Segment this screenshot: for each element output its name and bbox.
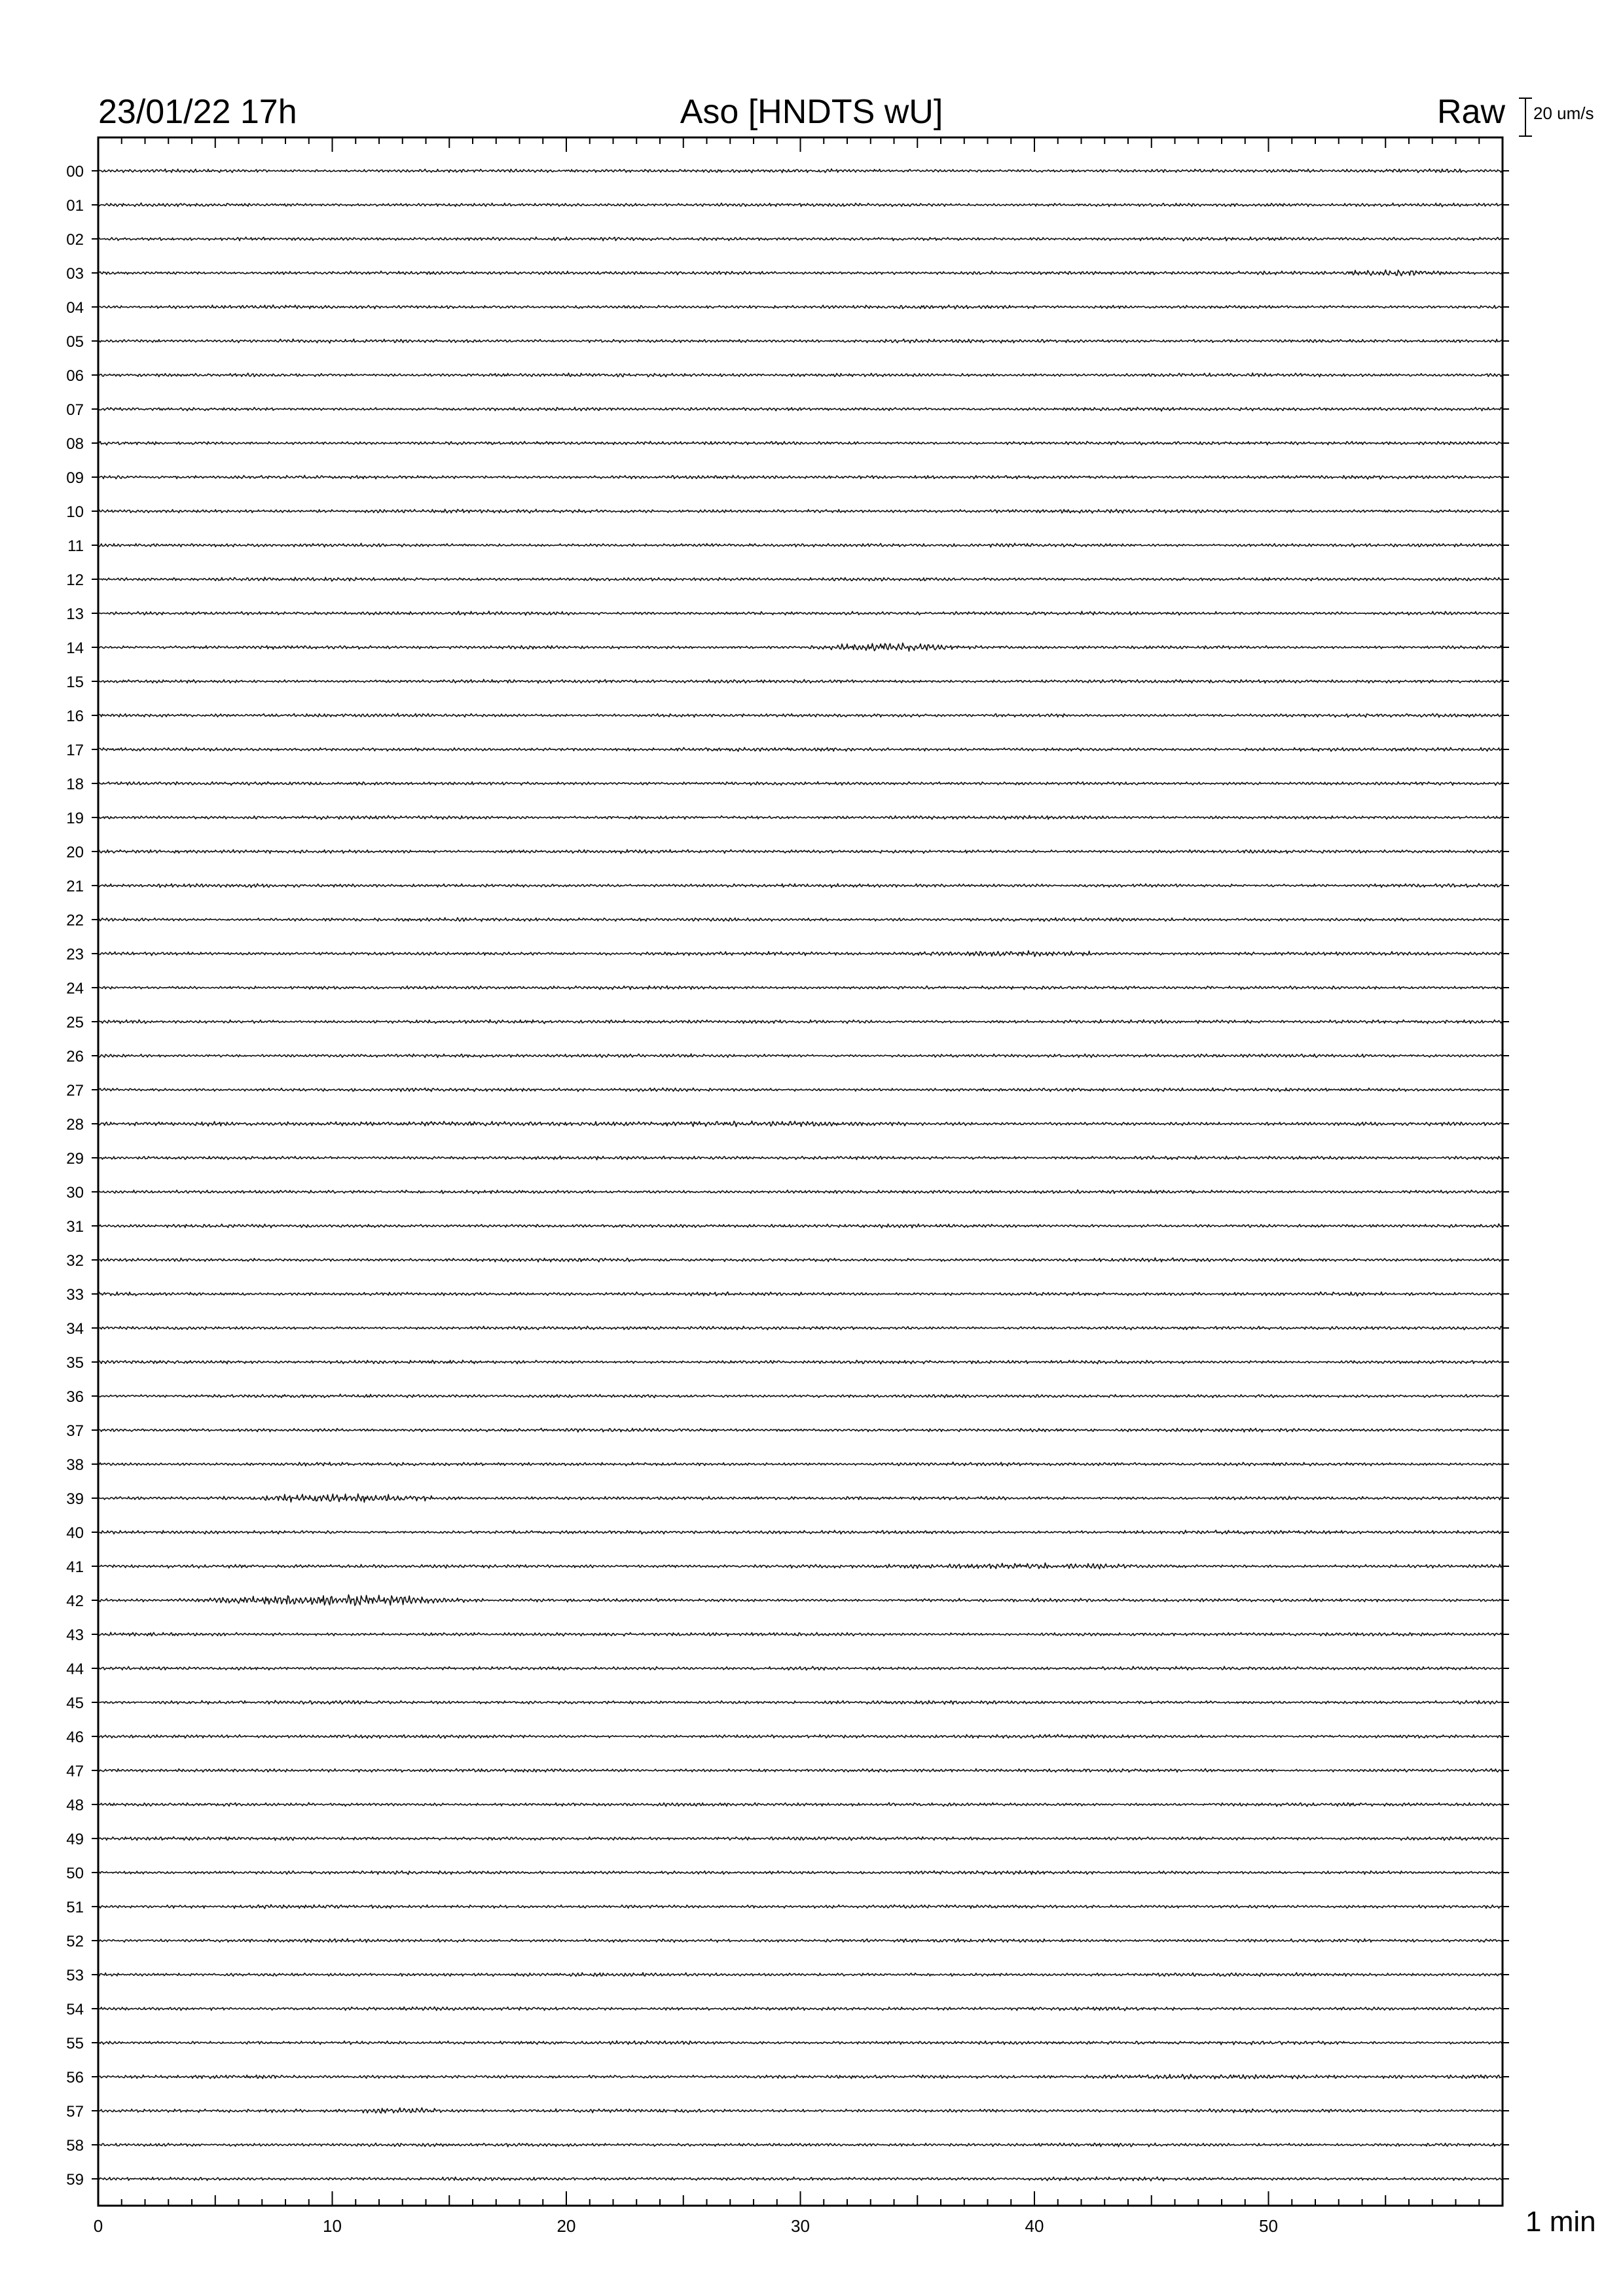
trace-line xyxy=(98,2074,1502,2079)
row-label: 31 xyxy=(66,1218,84,1236)
row-label: 37 xyxy=(66,1422,84,1440)
trace-line xyxy=(98,713,1502,717)
row-label: 52 xyxy=(66,1933,84,1950)
trace-line xyxy=(98,577,1502,581)
row-label: 10 xyxy=(66,503,84,521)
trace-line xyxy=(98,1428,1502,1432)
x-tick-label: 0 xyxy=(93,2216,103,2236)
trace-line xyxy=(98,1563,1502,1569)
trace-line xyxy=(98,475,1502,479)
trace-group xyxy=(98,169,1502,2181)
trace-line xyxy=(98,2177,1502,2181)
trace-line xyxy=(98,2108,1502,2113)
row-label: 22 xyxy=(66,912,84,929)
row-label: 13 xyxy=(66,605,84,623)
trace-line xyxy=(98,1595,1502,1606)
row-label: 51 xyxy=(66,1899,84,1916)
row-label: 41 xyxy=(66,1558,84,1576)
station-title: Aso [HNDTS wU] xyxy=(680,93,943,131)
trace-line xyxy=(98,2143,1502,2147)
row-label: 12 xyxy=(66,571,84,589)
row-label: 40 xyxy=(66,1524,84,1542)
row-label: 33 xyxy=(66,1286,84,1304)
row-label: 50 xyxy=(66,1865,84,1882)
scale-bar-label: 20 um/s xyxy=(1533,103,1594,123)
mode-label: Raw xyxy=(1436,93,1505,131)
row-label: 39 xyxy=(66,1490,84,1508)
row-label: 26 xyxy=(66,1048,84,1066)
trace-line xyxy=(98,951,1502,957)
row-label: 42 xyxy=(66,1592,84,1610)
row-label: 58 xyxy=(66,2137,84,2155)
trace-line xyxy=(98,543,1502,547)
trace-line xyxy=(98,1871,1502,1874)
row-label: 15 xyxy=(66,673,84,691)
row-label: 09 xyxy=(66,469,84,487)
row-label: 24 xyxy=(66,980,84,997)
row-label: 30 xyxy=(66,1184,84,1202)
trace-line xyxy=(98,305,1502,309)
x-tick-label: 50 xyxy=(1259,2216,1278,2236)
x-tick-label: 10 xyxy=(323,2216,342,2236)
row-label: 27 xyxy=(66,1082,84,1100)
trace-line xyxy=(98,1054,1502,1058)
trace-line xyxy=(98,1190,1502,1194)
x-tick-label: 20 xyxy=(556,2216,576,2236)
row-label: 08 xyxy=(66,435,84,453)
trace-line xyxy=(98,270,1502,276)
row-label: 23 xyxy=(66,946,84,963)
trace-line xyxy=(98,339,1502,343)
row-label: 04 xyxy=(66,299,84,317)
row-label: 55 xyxy=(66,2035,84,2053)
row-label: 36 xyxy=(66,1388,84,1406)
trace-line xyxy=(98,1156,1502,1160)
trace-line xyxy=(98,1768,1502,1772)
row-label: 56 xyxy=(66,2069,84,2087)
trace-line xyxy=(98,441,1502,445)
trace-line xyxy=(98,1121,1502,1127)
trace-line xyxy=(98,643,1502,651)
row-label: 32 xyxy=(66,1252,84,1270)
row-label: 11 xyxy=(67,537,84,555)
row-label: 25 xyxy=(66,1014,84,1031)
trace-line xyxy=(98,1803,1502,1806)
scale-bar xyxy=(1519,98,1532,136)
trace-line xyxy=(98,169,1502,173)
row-label: 28 xyxy=(66,1116,84,1134)
trace-line xyxy=(98,1632,1502,1636)
trace-line xyxy=(98,1734,1502,1738)
row-label: 21 xyxy=(66,878,84,895)
trace-line xyxy=(98,1326,1502,1330)
row-label: 45 xyxy=(66,1695,84,1712)
trace-line xyxy=(98,1292,1502,1296)
trace-line xyxy=(98,884,1502,888)
trace-line xyxy=(98,407,1502,411)
trace-line xyxy=(98,850,1502,853)
trace-line xyxy=(98,1905,1502,1909)
trace-line xyxy=(98,1258,1502,1262)
x-tick-label: 30 xyxy=(791,2216,810,2236)
datetime-label: 23/01/22 17h xyxy=(98,93,297,131)
row-label: 14 xyxy=(66,639,84,657)
trace-line xyxy=(98,918,1502,922)
row-label: 18 xyxy=(66,776,84,793)
trace-line xyxy=(98,1494,1502,1502)
trace-line xyxy=(98,1666,1502,1670)
row-label: 46 xyxy=(66,1729,84,1746)
trace-line xyxy=(98,986,1502,990)
row-label: 53 xyxy=(66,1967,84,1984)
row-label: 54 xyxy=(66,2001,84,2018)
row-label: 07 xyxy=(66,401,84,419)
x-tick-label: 40 xyxy=(1025,2216,1044,2236)
trace-line xyxy=(98,2041,1502,2045)
trace-line xyxy=(98,1224,1502,1228)
row-label: 00 xyxy=(66,163,84,181)
trace-line xyxy=(98,1530,1502,1534)
trace-line xyxy=(98,1939,1502,1943)
trace-line xyxy=(98,1462,1502,1466)
row-label: 34 xyxy=(66,1320,84,1338)
row-label: 59 xyxy=(66,2171,84,2189)
trace-line xyxy=(98,679,1502,683)
trace-line xyxy=(98,611,1502,615)
trace-line xyxy=(98,509,1502,513)
row-label: 57 xyxy=(66,2103,84,2121)
row-label: 48 xyxy=(66,1797,84,1814)
row-label: 38 xyxy=(66,1456,84,1474)
row-label: 47 xyxy=(66,1763,84,1780)
trace-line xyxy=(98,747,1502,751)
trace-line xyxy=(98,373,1502,377)
row-label: 16 xyxy=(66,708,84,725)
trace-line xyxy=(98,2007,1502,2011)
trace-line xyxy=(98,1837,1502,1840)
row-label: 20 xyxy=(66,844,84,861)
row-label: 02 xyxy=(66,231,84,249)
trace-line xyxy=(98,203,1502,207)
row-label: 35 xyxy=(66,1354,84,1372)
trace-line xyxy=(98,1973,1502,1977)
row-label: 29 xyxy=(66,1150,84,1168)
row-label: 05 xyxy=(66,333,84,351)
x-unit-label: 1 min xyxy=(1525,2206,1596,2238)
row-label: 49 xyxy=(66,1831,84,1848)
trace-line xyxy=(98,1394,1502,1398)
trace-line xyxy=(98,237,1502,241)
row-label: 01 xyxy=(66,197,84,215)
trace-line xyxy=(98,1088,1502,1092)
row-label: 06 xyxy=(66,367,84,385)
trace-line xyxy=(98,816,1502,820)
row-label: 03 xyxy=(66,265,84,283)
trace-line xyxy=(98,1020,1502,1024)
trace-line xyxy=(98,1700,1502,1704)
axis-ticks xyxy=(98,137,1503,2206)
row-label: 44 xyxy=(66,1660,84,1678)
trace-line xyxy=(98,1360,1502,1364)
row-label: 17 xyxy=(66,742,84,759)
plot-frame xyxy=(98,137,1503,2206)
row-label: 19 xyxy=(66,810,84,827)
trace-line xyxy=(98,781,1502,785)
row-label: 43 xyxy=(66,1626,84,1644)
